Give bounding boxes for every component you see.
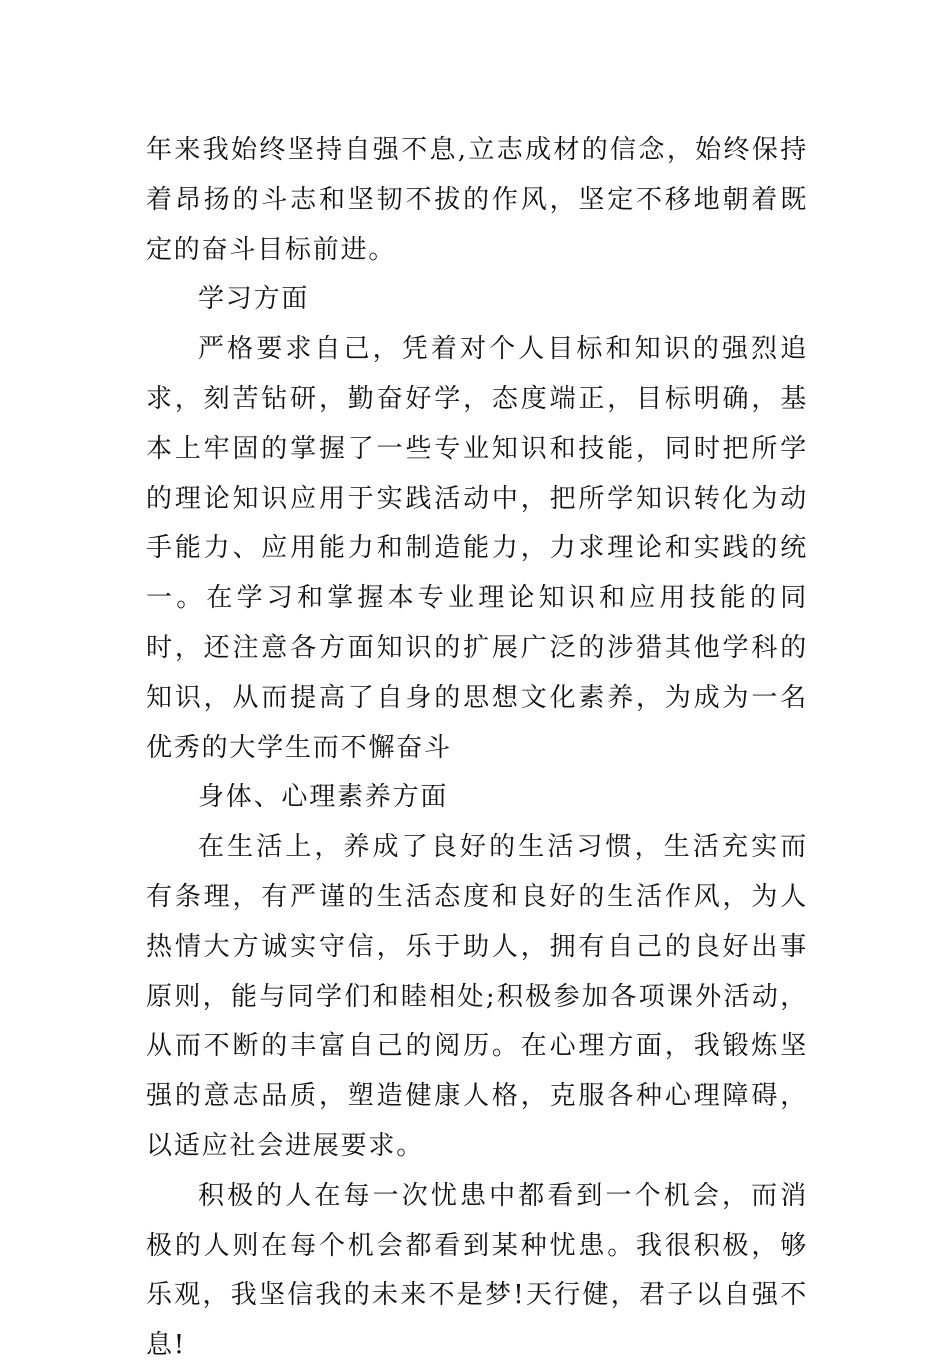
section-heading-body-mind: 身体、心理素养方面 xyxy=(198,782,449,813)
document-body xyxy=(146,126,808,1371)
intro-paragraph: 年来我始终坚持自强不息,立志成材的信念，始终保持着昂扬的斗志和坚韧不拔的作风，坚定不移地朝着既定的奋斗目标前进。 xyxy=(146,135,808,265)
section-heading-study: 学习方面 xyxy=(198,284,310,315)
study-paragraph: 严格要求自己，凭着对个人目标和知识的强烈追求，刻苦钻研，勤奋好学，态度端正，目标明确，基本上牢固的掌握了一些专业知识和技能，同时把所学的理论知识应用于实践活动中，把所学知识转化为动手能力、应用能力和制造能力，力求理论和实践的统一。在学习和掌握本专业理论知识和应用技能的同时，还注意各方面知识的扩展广泛的涉猎其他学科的知识，从而提高了自身的思想文化素养，为成为一名优秀的大学生而不懈奋斗 xyxy=(146,334,808,763)
life-paragraph: 在生活上，养成了良好的生活习惯，生活充实而有条理，有严谨的生活态度和良好的生活作风，为人热情大方诚实守信，乐于助人，拥有自己的良好出事原则，能与同学们和睦相处;积极参加各项课外活动，从而不断的丰富自己的阅历。在心理方面，我锻炼坚强的意志品质，塑造健康人格，克服各种心理障碍，以适应社会进展要求。 xyxy=(146,832,808,1161)
closing-paragraph: 积极的人在每一次忧患中都看到一个机会，而消极的人则在每个机会都看到某种忧患。我很积极，够乐观，我坚信我的未来不是梦!天行健，君子以自强不息! xyxy=(146,1180,808,1361)
